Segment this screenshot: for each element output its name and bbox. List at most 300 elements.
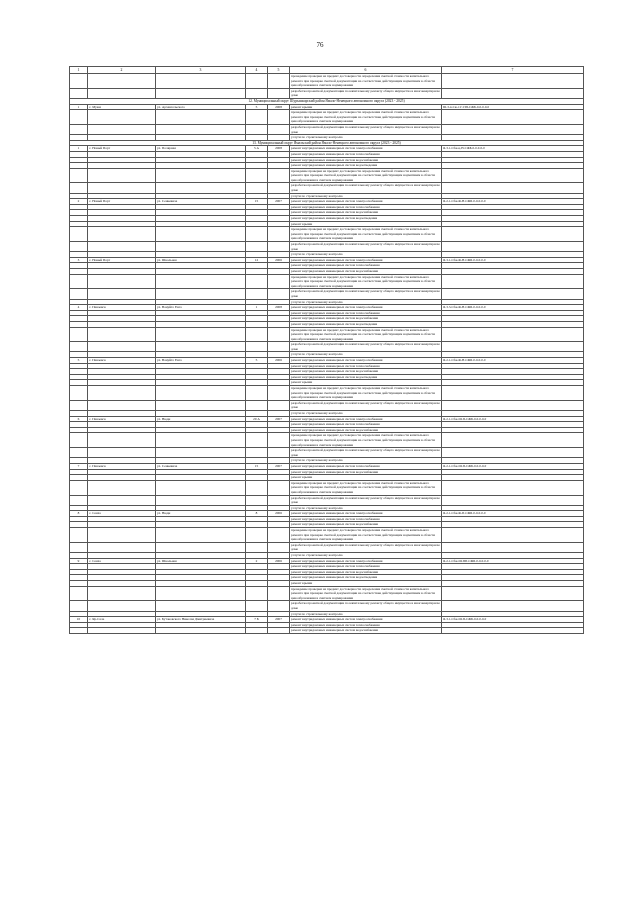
street-cell [156,342,246,352]
repair-work-cell: ремонт крыши [290,380,442,386]
build-year-cell [268,289,290,299]
settlement-cell [88,124,156,134]
house-code-cell: Я-3-1-Сбж-ц-Н-СЖБ-0-0-0-0-0 [442,146,584,152]
row-number-cell [70,433,88,448]
settlement-cell [88,342,156,352]
build-year-cell [268,88,290,98]
table-row [70,342,584,352]
settlement-cell: с. Яр-Сале [88,617,156,623]
table-row [70,586,584,601]
repair-work-cell: ремонт внутридомовых инженерных систем теплоснабжения [290,516,442,522]
street-cell: ул. Вануйто Енго [156,305,246,311]
repair-work-cell: ремонт внутридомовых инженерных систем водоснабжения [290,628,442,634]
row-number-cell [70,183,88,193]
house-number-cell [246,495,268,505]
repair-work-cell: ремонт крыши [290,475,442,481]
house-code-cell [442,327,584,342]
house-code-cell [442,124,584,134]
repair-work-cell: разработка проектной документации по капитальному ремонту общего имущества в многоквартирном доме [291,495,440,505]
table-row [70,289,584,299]
repair-work-cell: ремонт внутридомовых инженерных систем электроснабжения [290,358,442,364]
settlement-cell [88,586,156,601]
repair-work-cell: ремонт внутридомовых инженерных систем теплоснабжения [290,363,442,369]
repair-work-cell: ремонт внутридомовых инженерных систем теплоснабжения [290,310,442,316]
repair-work-cell: ремонт внутридомовых инженерных систем электроснабжения [290,199,442,205]
street-cell [156,400,246,410]
row-number-cell [70,227,88,242]
table-row [70,327,584,342]
build-year-cell [268,168,290,183]
settlement-cell: с. Панаевск [88,463,156,469]
table-row [70,74,584,89]
house-number-cell [246,274,268,289]
street-cell [156,601,246,611]
house-number-cell: 5 [246,358,268,364]
house-code-cell [442,542,584,552]
house-code-cell [442,528,584,543]
street-cell [156,110,246,125]
repair-work-cell: проведение проверки на предмет достоверности определения сметной стоимости капитального ремонта при проверке сметной документации на соответствие действующим нормативам в области ценообразования в сметном нормировании [290,480,442,495]
repair-work-cell: проведение проверки на предмет достоверности определения сметной стоимости капитального ремонта при проверке сметной документации на соответствие действующим нормативам в области ценообразования в сметном нормировании [290,74,442,89]
repair-work-cell: ремонт внутридомовых инженерных систем водоотведения [290,163,442,169]
build-year-cell: 2006 [268,511,290,517]
table-row [70,433,584,448]
street-cell: ул. Архангельского [156,104,246,110]
house-number-cell: 2 [246,558,268,564]
table-row [70,448,584,458]
house-number-cell: 5 [246,104,268,110]
street-cell [156,289,246,299]
repair-work-cell: проведение проверки на предмет достоверности определения сметной стоимости капитального ремонта при проверке сметной документации на соответствие действующим нормативам в области ценообразования в сметном нормировании [290,327,442,342]
street-cell: ул. Вануйто Енго [156,358,246,364]
repair-work-cell: ремонт внутридомовых инженерных систем водоотведения [290,575,442,581]
repair-work-cell: проведение проверки на предмет достоверности определения сметной стоимости капитального ремонта при проверке сметной документации на соответствие действующим нормативам в области ценообразования в сметном нормировании [290,168,442,183]
row-number-cell [70,495,88,505]
repair-work-cell: разработка проектной документации по капитальному ремонту общего имущества в многоквартирном доме [291,183,440,193]
house-number-cell [246,586,268,601]
repair-work-cell: ремонт внутридомовых инженерных систем электроснабжения [290,617,442,623]
house-code-cell [442,628,584,634]
repair-work-cell: ремонт внутридомовых инженерных систем электроснабжения [290,257,442,263]
row-number-cell [70,400,88,410]
settlement-cell [88,400,156,410]
repair-work-cell: разработка проектной документации по капитальному ремонту общего имущества в многоквартирном доме [291,400,440,410]
house-number-cell [246,342,268,352]
house-number-cell [246,528,268,543]
build-year-cell [268,448,290,458]
repair-work-cell: ремонт внутридомовых инженерных систем водоснабжения [290,369,442,375]
header-cell-settlement: 2 [88,67,156,74]
house-number-cell [246,110,268,125]
repair-work-cell: услуги по строительному контролю [290,458,442,464]
house-number-cell [246,168,268,183]
settlement-cell [88,386,156,401]
build-year-cell [268,542,290,552]
house-code-cell: Я-2-1-Сбж-Ф-П-СЖБ-0-0-0-0-0 [442,511,584,517]
settlement-cell [88,480,156,495]
house-number-cell: 12 [246,257,268,263]
settlement-cell [88,274,156,289]
repair-work-cell: ремонт крыши [290,581,442,587]
street-cell [156,586,246,601]
table-row [70,400,584,410]
row-number-cell [70,342,88,352]
house-number-cell [246,480,268,495]
build-year-cell [268,495,290,505]
table-row [70,227,584,242]
house-code-cell [442,88,584,98]
street-cell [156,327,246,342]
house-number-cell [246,448,268,458]
build-year-cell [268,342,290,352]
repair-work-cell: ремонт внутридомовых инженерных систем теплоснабжения [290,263,442,269]
row-number-cell [70,124,88,134]
house-number-cell: 15 [246,463,268,469]
house-code-cell: Я-3-3-Сбж-Ф-Н-СЖБ-0-0-0-0-0 [442,305,584,311]
capital-repair-table [69,66,584,634]
street-cell: ул. Сенкевича [156,199,246,205]
row-number-cell [70,448,88,458]
repair-work-cell: ремонт внутридомовых инженерных систем теплоснабжения [290,564,442,570]
street-cell: ул. Бутаковского Николая Дмитриевича [156,617,246,623]
settlement-cell [88,227,156,242]
row-number-cell [70,628,88,634]
build-year-cell [268,386,290,401]
table-row [70,601,584,611]
build-year-cell [268,433,290,448]
repair-work-cell: разработка проектной документации по капитальному ремонту общего имущества в многоквартирном доме [291,289,440,298]
settlement-cell: с. Сеяха [88,558,156,564]
repair-work-cell: услуги по строительному контролю [290,611,442,617]
house-number-cell: 5 А [246,146,268,152]
repair-work-cell: услуги по строительному контролю [290,553,442,559]
house-code-cell: Я-2-1-Сбж-Ш-П-СЖБ-0-0-0-0-0 [442,416,584,422]
build-year-cell [268,183,290,193]
settlement-cell [88,628,156,634]
repair-work-cell: услуги по строительному контролю [290,352,442,358]
build-year-cell [268,601,290,611]
row-number-cell [70,327,88,342]
house-code-cell: Я-2-1-Сбж-Ш-ПП-СЖБ-0-0-0-0-0 [442,558,584,564]
street-cell [156,542,246,552]
row-number-cell: 1 [70,146,88,152]
table-row [70,542,584,552]
street-cell [156,433,246,448]
house-number-cell [246,433,268,448]
house-code-cell [442,400,584,410]
repair-work-cell: проведение проверки на предмет достоверности определения сметной стоимости капитального ремонта при проверке сметной документации на соответствие действующим нормативам в области ценообразования в сметном нормировании [290,110,442,125]
table-row [70,528,584,543]
repair-work-cell: проведение проверки на предмет достоверности определения сметной стоимости капитального ремонта при проверке сметной документации на соответствие действующим нормативам в области ценообразования в сметном нормировании [290,274,442,289]
build-year-cell [268,480,290,495]
street-cell [156,628,246,634]
repair-work-cell: разработка проектной документации по капитальному ремонту общего имущества в многоквартирном доме [291,542,440,552]
street-cell [156,448,246,458]
repair-work-cell: услуги по строительному контролю [290,135,442,141]
house-code-cell: Я-3-1-Сбж-Ф-Н-СЖБ-0-0-0-0-0 [442,257,584,263]
row-number-cell: 6 [70,416,88,422]
build-year-cell: 2008 [268,146,290,152]
build-year-cell [268,274,290,289]
settlement-cell: с. Сеяха [88,511,156,517]
row-number-cell: 5 [70,358,88,364]
street-cell [156,168,246,183]
repair-work-cell: ремонт крыши [290,221,442,227]
settlement-cell [88,88,156,98]
street-cell [156,242,246,252]
table-row [70,124,584,134]
settlement-cell: с. Мужи [88,104,156,110]
house-code-cell: Я-2-1-Сбж-Ф-Н-СЖБ-0-0-0-0-0 [442,199,584,205]
repair-work-cell: разработка проектной документации по капитальному ремонту общего имущества в многоквартирном доме [291,124,440,134]
house-number-cell [246,124,268,134]
build-year-cell [268,74,290,89]
house-code-cell [442,74,584,89]
row-number-cell: 4 [70,305,88,311]
house-code-cell [442,227,584,242]
house-number-cell [246,74,268,89]
repair-work-cell: ремонт внутридомовых инженерных систем водоотведения [290,321,442,327]
settlement-cell [88,327,156,342]
settlement-cell: с. Новый Порт [88,257,156,263]
repair-work-cell: ремонт внутридомовых инженерных систем водоснабжения [290,569,442,575]
repair-work-cell: услуги по строительному контролю [290,252,442,258]
street-cell [156,183,246,193]
house-code-cell: Я-2-1-Сбж-Ш-П-СЖБ-0-0-0-0-0 [442,463,584,469]
house-number-cell [246,242,268,252]
repair-work-cell: ремонт внутридомовых инженерных систем водоотведения [290,216,442,222]
street-cell: ул. Полярная [156,146,246,152]
section-heading: 12. Муниципальный округ Шурышкарский район Ямало-Ненецкого автономного округа (2023 - 2025) [70,98,584,104]
street-cell [156,74,246,89]
repair-work-cell: ремонт внутридомовых инженерных систем водоснабжения [290,427,442,433]
header-cell-works: 6 [290,67,442,74]
table-row [70,386,584,401]
settlement-cell: с. Новый Порт [88,146,156,152]
table-row [70,242,584,252]
repair-work-cell: разработка проектной документации по капитальному ремонту общего имущества в многоквартирном доме [291,342,440,351]
build-year-cell: 2008 [268,305,290,311]
settlement-cell [88,528,156,543]
build-year-cell: 2006 [268,558,290,564]
row-number-cell [70,74,88,89]
table-row [70,110,584,125]
repair-work-cell: разработка проектной документации по капитальному ремонту общего имущества в многоквартирном доме [291,88,440,98]
settlement-cell [88,183,156,193]
street-cell [156,495,246,505]
house-code-cell [442,480,584,495]
repair-work-cell: ремонт внутридомовых инженерных систем водоснабжения [290,522,442,528]
house-code-cell [442,274,584,289]
row-number-cell [70,110,88,125]
house-number-cell [246,227,268,242]
repair-work-cell: ремонт внутридомовых инженерных систем водоснабжения [290,469,442,475]
settlement-cell [88,495,156,505]
repair-work-cell: услуги по строительному контролю [290,193,442,199]
table-row [70,168,584,183]
repair-work-cell: ремонт внутридомовых инженерных систем электроснабжения [290,146,442,152]
repair-work-cell: ремонт крыши [290,104,442,110]
street-cell: ул. Школьная [156,257,246,263]
build-year-cell: 2006 [268,358,290,364]
settlement-cell [88,601,156,611]
street-cell: ул. Нюди [156,416,246,422]
table-row [70,274,584,289]
settlement-cell: с. Панаевск [88,416,156,422]
repair-work-cell: проведение проверки на предмет достоверности определения сметной стоимости капитального ремонта при проверке сметной документации на соответствие действующим нормативам в области ценообразования в сметном нормировании [290,386,442,401]
house-number-cell [246,88,268,98]
build-year-cell [268,110,290,125]
settlement-cell: с. Панаевск [88,305,156,311]
repair-work-cell: ремонт внутридомовых инженерных систем электроснабжения [290,416,442,422]
house-number-cell: 15 [246,199,268,205]
house-number-cell: 1 [246,305,268,311]
house-code-cell [442,289,584,299]
repair-work-cell: проведение проверки на предмет достоверности определения сметной стоимости капитального ремонта при проверке сметной документации на соответствие действующим нормативам в области ценообразования в сметном нормировании [290,227,442,242]
house-code-cell [442,433,584,448]
row-number-cell [70,601,88,611]
repair-work-cell: разработка проектной документации по капитальному ремонту общего имущества в многоквартирном доме [291,601,440,610]
street-cell [156,480,246,495]
house-code-cell [442,386,584,401]
repair-work-cell: услуги по строительному контролю [290,505,442,511]
street-cell: ул. Сенкевича [156,463,246,469]
build-year-cell [268,586,290,601]
repair-work-cell: разработка проектной документации по капитальному ремонту общего имущества в многоквартирном доме [291,242,440,251]
header-cell-house: 4 [246,67,268,74]
house-code-cell [442,183,584,193]
build-year-cell [268,242,290,252]
row-number-cell: 3 [70,257,88,263]
row-number-cell: 7 [70,463,88,469]
house-number-cell [246,183,268,193]
settlement-cell [88,542,156,552]
row-number-cell: 9 [70,558,88,564]
row-number-cell: 1 [70,104,88,110]
repair-work-cell: ремонт внутридомовых инженерных систем водоснабжения [290,157,442,163]
repair-work-cell: ремонт внутридомовых инженерных систем теплоснабжения [290,151,442,157]
table-row [70,480,584,495]
build-year-cell: 2006 [268,257,290,263]
settlement-cell [88,110,156,125]
build-year-cell: 2007 [268,199,290,205]
build-year-cell: 2007 [268,463,290,469]
build-year-cell [268,227,290,242]
house-number-cell [246,327,268,342]
repair-work-cell: ремонт внутридомовых инженерных систем электроснабжения [290,511,442,517]
table-row [70,183,584,193]
settlement-cell [88,289,156,299]
table-row [70,495,584,505]
settlement-cell [88,433,156,448]
table-row [70,628,584,634]
street-cell: ул. Нюди [156,511,246,517]
repair-work-cell: ремонт внутридомовых инженерных систем водоснабжения [290,210,442,216]
repair-work-cell: ремонт внутридомовых инженерных систем теплоснабжения [290,622,442,628]
house-code-cell [442,110,584,125]
repair-work-cell: проведение проверки на предмет достоверности определения сметной стоимости капитального ремонта при проверке сметной документации на соответствие действующим нормативам в области ценообразования в сметном нормировании [290,586,442,601]
house-number-cell: 20 А [246,416,268,422]
house-number-cell [246,542,268,552]
build-year-cell [268,528,290,543]
table-body [70,67,584,634]
house-code-cell [442,586,584,601]
build-year-cell [268,327,290,342]
house-number-cell [246,601,268,611]
repair-work-cell: ремонт внутридомовых инженерных систем электроснабжения [290,305,442,311]
house-code-cell [442,168,584,183]
row-number-cell [70,242,88,252]
header-cell-year: 5 [268,67,290,74]
row-number-cell: 8 [70,511,88,517]
repair-work-cell: услуги по строительному контролю [290,411,442,417]
repair-work-cell: проведение проверки на предмет достоверности определения сметной стоимости капитального ремонта при проверке сметной документации на соответствие действующим нормативам в области ценообразования в сметном нормировании [290,528,442,543]
street-cell [156,88,246,98]
table-header-row [70,67,584,74]
repair-work-cell: проведение проверки на предмет достоверности определения сметной стоимости капитального ремонта при проверке сметной документации на соответствие действующим нормативам в области ценообразования в сметном нормировании [290,433,442,448]
build-year-cell [268,628,290,634]
repair-work-cell: разработка проектной документации по капитальному ремонту общего имущества в многоквартирном доме [291,448,440,457]
settlement-cell: с. Панаевск [88,358,156,364]
house-code-cell [442,242,584,252]
house-number-cell: 7 Б [246,617,268,623]
house-code-cell [442,448,584,458]
street-cell [156,227,246,242]
row-number-cell: 10 [70,617,88,623]
page-number: 76 [316,41,324,49]
house-code-cell [442,342,584,352]
build-year-cell [268,400,290,410]
house-number-cell [246,400,268,410]
build-year-cell [268,124,290,134]
repair-work-cell: ремонт внутридомовых инженерных систем теплоснабжения [290,422,442,428]
street-cell: ул. Школьная [156,558,246,564]
row-number-cell [70,480,88,495]
header-cell-code: 7 [442,67,584,74]
build-year-cell: 2007 [268,617,290,623]
house-code-cell [442,495,584,505]
header-cell-number: 1 [70,67,88,74]
repair-work-cell: ремонт внутридомовых инженерных систем электроснабжения [290,558,442,564]
house-number-cell [246,289,268,299]
street-cell [156,528,246,543]
row-number-cell: 2 [70,199,88,205]
row-number-cell [70,586,88,601]
house-code-cell [442,601,584,611]
repair-work-cell: услуги по строительному контролю [290,299,442,305]
street-cell [156,386,246,401]
house-code-cell: Ш-3-4-Сж-т-Г-ПП-СЖБ-0-0-0-0-0 [442,104,584,110]
house-number-cell: 8 [246,511,268,517]
repair-work-cell: ремонт внутридомовых инженерных систем теплоснабжения [290,204,442,210]
row-number-cell [70,386,88,401]
section-heading: 13. Муниципальный округ Ямальский район Ямало-Ненецкого автономного округа (2023 - 2025) [70,140,584,146]
row-number-cell [70,289,88,299]
row-number-cell [70,274,88,289]
build-year-cell: 2008 [268,104,290,110]
settlement-cell [88,242,156,252]
repair-work-cell: ремонт внутридомовых инженерных систем теплоснабжения [290,463,442,469]
house-code-cell: Я-3-1-Сбж-Ш-П-СЖБ-0-0-0-0-0 [442,617,584,623]
house-number-cell [246,628,268,634]
settlement-cell: с. Новый Порт [88,199,156,205]
repair-work-cell: ремонт внутридомовых инженерных систем водоотведения [290,374,442,380]
settlement-cell [88,448,156,458]
build-year-cell: 2007 [268,416,290,422]
header-cell-street: 3 [156,67,246,74]
house-number-cell [246,386,268,401]
street-cell [156,274,246,289]
